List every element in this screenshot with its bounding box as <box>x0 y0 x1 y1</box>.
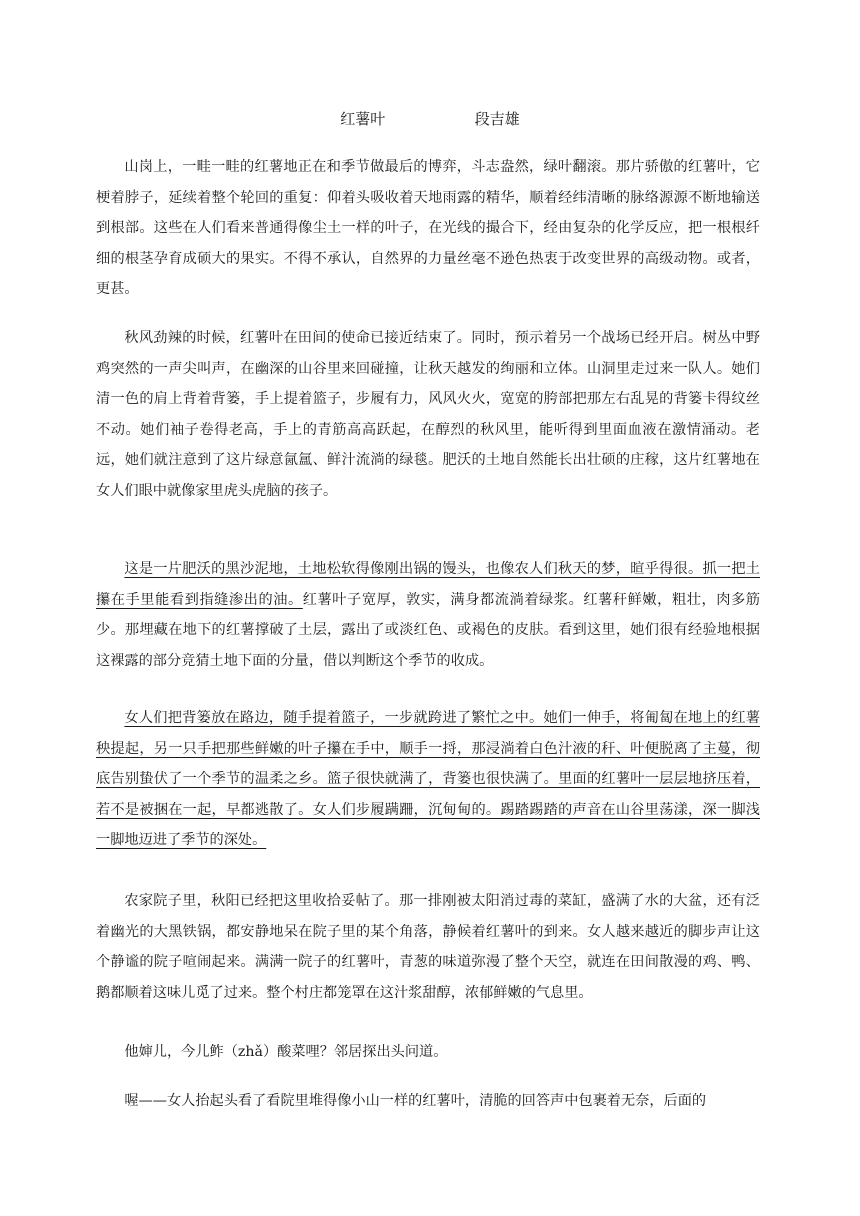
paragraph-5: 农家院子里，秋阳已经把这里收拾妥帖了。那一排刚被太阳消过毒的菜缸，盛满了水的大盆，还有泛着幽光的大黑铁锅，都安静地呆在院子里的某个角落，静候着红薯叶的到来。女人越来越近的脚步声让这个静谧的院子喧闹起来。满满一院子的红薯叶，青葱的味道弥漫了整个天空，就连在田间散漫的鸡、鸭、鹅都顺着这味儿觅了过来。整个村庄都笼罩在这汁浆甜醇，浓郁鲜嫩的气息里。 <box>96 893 760 1001</box>
essay-title: 红薯叶 <box>340 110 386 128</box>
essay-author: 段吉雄 <box>474 110 520 128</box>
paragraph-3 <box>96 554 760 676</box>
title-row <box>0 108 860 130</box>
paragraph-1: 山岗上，一畦一畦的红薯地正在和季节做最后的博弈，斗志盎然，绿叶翻滚。那片骄傲的红薯叶，它梗着脖子，延续着整个轮回的重复：仰着头吸收着天地雨露的精华，顺着经纬清晰的脉络源源不断地输送到根部。这些在人们看来普通得像尘土一样的叶子，在光线的撮合下，经由复杂的化学反应，把一根根纤细的根茎孕育成硕大的果实。不得不承认，自然界的力量丝毫不逊色热衷于改变世界的高级动物。或者，更甚。 <box>96 159 760 298</box>
underlined-passage-1: 这是一片肥沃的黑沙泥地，土地松软得像刚出锅的馒头，也像农人们秋天的梦，暄乎得很。抓一把土攥在手里能看到指缝渗出的油。 <box>96 561 760 608</box>
paragraph-2: 秋风劲辣的时候，红薯叶在田间的使命已接近结束了。同时，预示着另一个战场已经开启。树丛中野鸡突然的一声尖叫声，在幽深的山谷里来回碰撞，让秋天越发的绚丽和立体。山洞里走过来一队人。她们清一色的肩上背着背篓，手上提着篮子，步履有力，风风火火，宽宽的胯部把那左右乱晃的背篓卡得纹丝不动。她们袖子卷得老高，手上的青筋高高跃起，在醇烈的秋风里，能听得到里面血液在激情涌动。老远，她们就注意到了这片绿意氤氲、鲜汁流淌的绿毯。肥沃的土地自然能长出壮硕的庄稼，这片红薯地在女人们眼中就像家里虎头虎脑的孩子。 <box>96 330 760 499</box>
paragraph-3-rest: 红薯叶子宽厚，敦实，满身都流淌着绿浆。红薯秆鲜嫩，粗壮，肉多筋少。那埋藏在地下的红薯撑破了土层，露出了或淡红色、或褐色的皮肤。看到这里，她们很有经验地根据这裸露的部分竞猜土地下面的分量，借以判断这个季节的收成。 <box>96 591 760 669</box>
underlined-passage-2: 女人们把背篓放在路边，随手提着篮子，一步就跨进了繁忙之中。她们一伸手，将匍匐在地上的红薯秧提起，另一只手把那些鲜嫩的叶子攥在手中，顺手一捋，那浸淌着白色汁液的秆、叶便脱离了主蔓，彻底告别蛰伏了一个季节的温柔之乡。篮子很快就满了，背篓也很快满了。里面的红薯叶一层层地挤压着，若不是被捆在一起，早都逃散了。女人们步履蹒跚，沉甸甸的。踢踏踢踏的声音在山谷里荡漾，深一脚浅一脚地迈进了季节的深处。 <box>96 710 760 849</box>
paragraph-6-dialogue: 他婶儿，今儿鲊（zhǎ）酸菜哩？邻居探出头问道。 <box>124 1044 448 1060</box>
paragraph-4 <box>96 703 760 856</box>
paragraph-7-dialogue: 喔——女人抬起头看了看院里堆得像小山一样的红薯叶，清脆的回答声中包裹着无奈，后面的 <box>124 1093 707 1109</box>
